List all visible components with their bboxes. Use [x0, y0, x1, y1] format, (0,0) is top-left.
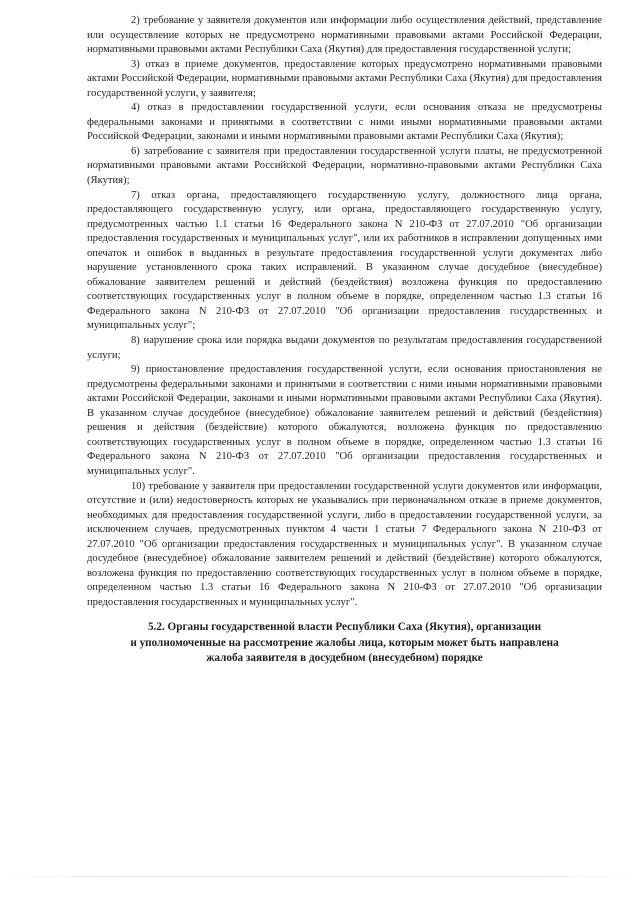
- paragraph-item-2: 2) требование у заявителя документов или информации либо осуществления действий, представление или осуществление которых не предусмотрено нормативными правовыми актами Российской Федерации, нормативными правовыми актами Республики Саха (Якутия) для предоставления государственной услуги;: [87, 15, 602, 56]
- paragraph-item-8: 8) нарушение срока или порядка выдачи документов по результатам предоставления государственной услуги;: [87, 335, 602, 361]
- section-heading: [87, 620, 602, 666]
- document-page: [87, 14, 602, 666]
- section-heading-line-1: 5.2. Органы государственной власти Республики Саха (Якутия), организации: [147, 621, 542, 634]
- section-heading-line-2: и уполномоченные на рассмотрение жалобы лица, которым может быть направлена: [130, 636, 559, 649]
- paragraph-item-9: 9) приостановление предоставления государственной услуги, если основания приостановления не предусмотрены федеральными законами и принятыми в соответствии с ними иными нормативными правовыми актами Российской Федерации, законами и иными нормативными правовыми актами Республики Саха (Якутия). В указанном случае досудебное (внесудебное) обжалование заявителем решений и действий (бездействия) решения и действия (бездействие) которого обжалуются, возложена функция по предоставлению соответствующих государственных услуг в полном объеме в порядке, определенном частью 1.3 статьи 16 Федерального закона N 210-ФЗ от 27.07.2010 "Об организации предоставления государственных и муниципальных услуг".: [87, 364, 602, 477]
- paragraph-item-4: 4) отказ в предоставлении государственной услуги, если основания отказа не предусмотрены федеральными законами и принятыми в соответствии с ними иными нормативными правовыми актами Российской Федерации, законами и иными нормативными правовыми актами Республики Саха (Якутия);: [87, 102, 602, 143]
- paragraph-item-7: 7) отказ органа, предоставляющего государственную услугу, должностного лица органа, предоставляющего государственную услугу, или органа, предоставляющего государственную услугу, предусмотренных частью 1.1 статьи 16 Федерального закона N 210-ФЗ от 27.07.2010 "Об организации предоставления государственных и муниципальных услуг", или их работников в исправлении допущенных ими опечаток и ошибок в выданных в результате предоставления государственной услуги документах либо нарушение установленного срока таких исправлений. В указанном случае досудебное (внесудебное) обжалование заявителем решений и действий (бездействия) возложена функция по предоставлению соответствующих государственных услуг в полном объеме в порядке, определенном частью 1.3 статьи 16 Федерального закона N 210-ФЗ от 27.07.2010 "Об организации предоставления государственных и муниципальных услуг";: [87, 189, 602, 332]
- scan-edge-line: [0, 876, 640, 877]
- paragraph-item-10: 10) требование у заявителя при предоставлении государственной услуги документов или информации, отсутствие и (или) недостоверность которых не указывались при первоначальном отказе в приеме документов, необходимых для предоставления государственной услуги, либо в предоставлении государственной услуги, за исключением случаев, предусмотренных пунктом 4 части 1 статьи 7 Федерального закона N 210-ФЗ от 27.07.2010 "Об организации предоставления государственных и муниципальных услуг". В указанном случае досудебное (внесудебное) обжалование заявителем решений и действий (бездействие) которого обжалуются, возложена функция по предоставлению соответствующих государственных услуг в полном объеме в порядке, определенном частью 1.3 статьи 16 Федерального закона N 210-ФЗ от 27.07.2010 "Об организации предоставления государственных и муниципальных услуг".: [87, 480, 602, 608]
- section-heading-line-3: жалоба заявителя в досудебном (внесудебном) порядке: [206, 651, 483, 664]
- paragraph-item-6: 6) затребование с заявителя при предоставлении государственной услуги платы, не предусмотренной нормативными правовыми актами Российской Федерации, нормативно-правовыми актами Республики Саха (Якутия);: [87, 145, 602, 187]
- paragraph-item-3: 3) отказ в приеме документов, предоставление которых предусмотрено нормативными правовыми актами Российской Федерации, нормативными правовыми актами Республики Саха (Якутия) для предоставления государственной услуги, у заявителя;: [87, 58, 602, 99]
